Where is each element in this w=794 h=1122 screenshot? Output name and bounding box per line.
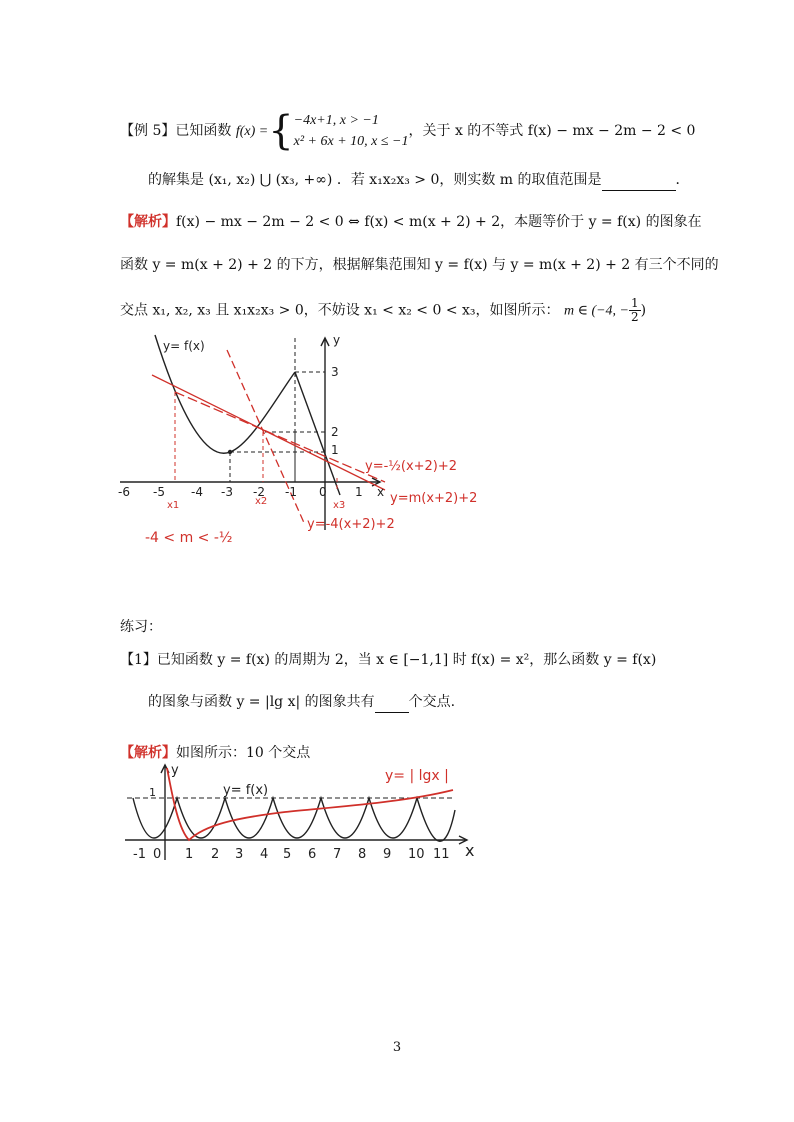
line-m-label: y=m(x+2)+2 bbox=[390, 491, 478, 506]
example-5-line2 bbox=[148, 170, 690, 191]
tick: 0 bbox=[153, 847, 162, 862]
practice-text-2: 的图象与函数 y = |lg x| 的图象共有 bbox=[148, 694, 375, 710]
tick: 4 bbox=[260, 847, 269, 862]
tick-x: -6 bbox=[118, 485, 130, 499]
tick-x: -5 bbox=[153, 485, 165, 499]
frac-num: 1 bbox=[631, 296, 639, 310]
example-lead: 已知函数 bbox=[175, 123, 232, 139]
fraction bbox=[629, 297, 641, 324]
piecewise-cases bbox=[294, 110, 409, 152]
brace-icon: { bbox=[268, 108, 294, 154]
x-axis-label: x bbox=[465, 841, 475, 860]
tick: 7 bbox=[333, 847, 342, 862]
figure-2-graph bbox=[115, 760, 485, 870]
case-1: −4x+1, x > −1 bbox=[293, 113, 379, 128]
case-2: x² + 6x + 10, x ≤ −1 bbox=[293, 134, 409, 149]
answer-blank bbox=[602, 170, 676, 191]
line-slope-m bbox=[175, 392, 385, 482]
tick-x: 1 bbox=[355, 485, 363, 499]
red-dashed-verticals bbox=[175, 392, 337, 490]
line-half-label: y=-½(x+2)+2 bbox=[365, 459, 458, 474]
tick: 8 bbox=[358, 847, 367, 862]
solution-close: ) bbox=[640, 302, 647, 319]
solution-m-range: m ∈ (−4, − bbox=[563, 303, 629, 319]
fx-def: f(x) = bbox=[235, 124, 269, 139]
solution-1-line3 bbox=[120, 297, 646, 324]
solution-1-line1 bbox=[120, 212, 702, 232]
fx-label: y= f(x) bbox=[163, 339, 205, 353]
practice-heading-text: 练习： bbox=[120, 619, 162, 635]
tick-y: 3 bbox=[331, 365, 339, 379]
frac-den: 2 bbox=[631, 310, 639, 324]
solution-1-line2 bbox=[120, 255, 719, 275]
solution-text-2: 函数 y = m(x + 2) + 2 的下方，根据解集范围知 y = f(x) 与 y = m(x + 2) + 2 有三个不同的 bbox=[120, 257, 719, 273]
solution-text-3: 交点 x₁, x₂, x₃ 且 x₁x₂x₃ > 0，不妨设 x₁ < x₂ < 0 < x₃，如图所示： bbox=[120, 302, 560, 319]
x1-label: x1 bbox=[167, 500, 180, 511]
fig1-labels bbox=[118, 333, 384, 499]
tick: 9 bbox=[383, 847, 392, 862]
practice-heading bbox=[120, 617, 162, 637]
fx-label: y= f(x) bbox=[223, 783, 269, 798]
tick: -1 bbox=[133, 847, 146, 862]
tick-y: 2 bbox=[331, 425, 339, 439]
tick-x: -1 bbox=[285, 485, 297, 499]
x-axis-label: x bbox=[377, 485, 385, 499]
x3-label: x3 bbox=[333, 500, 346, 511]
example-line2: 的解集是 (x₁, x₂) ⋃ (x₃, +∞) ．若 x₁x₂x₃ > 0，则实数 m 的取值范围是 bbox=[148, 172, 602, 188]
solution-2-text: 如图所示：10 个交点 bbox=[176, 745, 311, 761]
example-5-line1 bbox=[120, 110, 695, 152]
one-label: 1 bbox=[149, 786, 156, 799]
practice-text-1: 已知函数 y = f(x) 的周期为 2，当 x ∈ [−1,1] 时 f(x) = x²，那么函数 y = f(x) bbox=[156, 652, 657, 668]
solution-tag: 【解析】 bbox=[120, 214, 176, 230]
page-number: 3 bbox=[392, 1040, 402, 1055]
tick-x: 0 bbox=[319, 485, 327, 499]
y-axis-label: y bbox=[333, 333, 341, 347]
y-axis-label: y bbox=[171, 763, 179, 778]
dashed-guides bbox=[230, 338, 325, 482]
range-label: -4 < m < -½ bbox=[145, 530, 233, 546]
example-after-cases: ，关于 x 的不等式 f(x) − mx − 2m − 2 < 0 bbox=[408, 123, 696, 139]
tick: 1 bbox=[185, 847, 194, 862]
practice-line2 bbox=[148, 692, 455, 713]
figure-1-graph bbox=[115, 330, 515, 560]
periodic-parabolas bbox=[133, 798, 455, 841]
practice-text-3: 个交点. bbox=[408, 694, 456, 710]
tick: 5 bbox=[283, 847, 292, 862]
lg-label: y= | lgx | bbox=[385, 768, 449, 784]
tick-x: -3 bbox=[221, 485, 233, 499]
fig1-red-labels bbox=[145, 459, 477, 546]
tick-x: -4 bbox=[191, 485, 203, 499]
example-tag: 【例 5】 bbox=[120, 123, 176, 139]
practice-tag: 【1】 bbox=[120, 652, 157, 668]
tick: 6 bbox=[308, 847, 317, 862]
practice-line1 bbox=[120, 650, 656, 670]
solution-2-tag: 【解析】 bbox=[120, 745, 176, 761]
solution-text-1: f(x) − mx − 2m − 2 < 0 ⇔ f(x) < m(x + 2) + 2，本题等价于 y = f(x) 的图象在 bbox=[176, 214, 702, 230]
tick: 11 bbox=[433, 847, 450, 862]
line-four-label: y=-4(x+2)+2 bbox=[307, 517, 395, 532]
example-line2-end: ． bbox=[675, 172, 690, 188]
x2-label: x2 bbox=[255, 496, 268, 507]
fig1-red-layer bbox=[152, 350, 385, 525]
tick-x: -2 bbox=[253, 485, 265, 499]
tick-y: 1 bbox=[331, 443, 339, 457]
tick: 3 bbox=[235, 847, 244, 862]
tick: 10 bbox=[408, 847, 425, 862]
practice-blank bbox=[375, 692, 409, 713]
tick: 2 bbox=[211, 847, 220, 862]
